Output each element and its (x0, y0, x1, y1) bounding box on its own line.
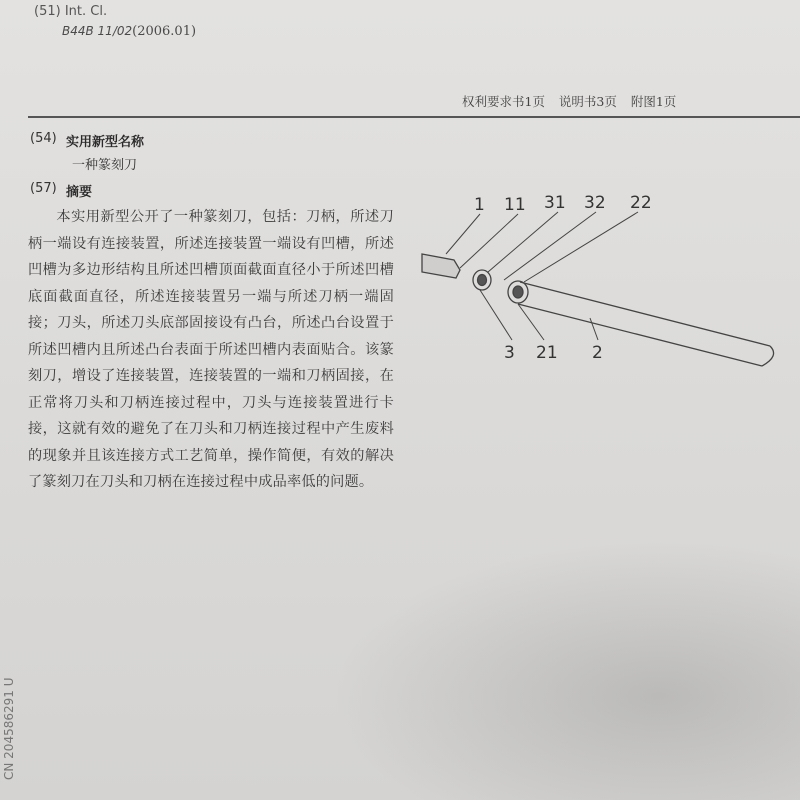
header-rule (28, 116, 800, 118)
figure-label-bottom-1: 21 (536, 343, 558, 363)
figure-label-top-2: 31 (544, 193, 566, 213)
title-section-label: 实用新型名称 (66, 135, 145, 150)
intcl-date: (2006.01) (132, 24, 197, 39)
handle-end-hole (513, 286, 523, 298)
abstract-section-label: 摘要 (66, 185, 93, 200)
figure-label-top-4: 22 (630, 193, 652, 213)
abstract-figure (408, 188, 800, 380)
intcl-label: (51) Int. Cl. (34, 4, 108, 19)
abstract-section-number: (57) (30, 181, 57, 196)
page-counts: 权利要求书1页 说明书3页 附图1页 (462, 94, 677, 109)
figure-label-bottom-2: 2 (592, 343, 603, 363)
photo-shadow (330, 540, 800, 800)
utility-model-name: 一种篆刻刀 (72, 158, 138, 173)
figure-label-top-3: 32 (584, 193, 606, 213)
engraving-knife-drawing (408, 188, 800, 380)
title-section-number: (54) (30, 131, 57, 146)
abstract-body (28, 204, 394, 496)
figure-label-top-0: 1 (474, 195, 485, 215)
abstract-text: 本实用新型公开了一种篆刻刀，包括：刀柄，所述刀柄一端设有连接装置，所述连接装置一端设有凹槽，所述凹槽为多边形结构且所述凹槽顶面截面直径小于所述凹槽底面截面直径，所述连接装置另一端与所述刀柄一端固接；刀头，所述刀头底部固接设有凸台，所述凸台设置于所述凹槽内且所述凸台表面于所述凹槽内表面贴合。该篆刻刀，增设了连接装置，连接装置的一端和刀柄固接，在正常将刀头和刀柄连接过程中，刀头与连接装置进行卡接，这就有效的避免了在刀头和刀柄连接过程中产生废料的现象并且该连接方式工艺简单，操作简便，有效的解决了篆刻刀在刀头和刀柄在连接过程中成品率低的问题。 (28, 209, 394, 490)
intcl-code: B44B 11/02 (62, 24, 133, 38)
figure-label-bottom-0: 3 (504, 343, 515, 363)
blade-tip-part (422, 254, 460, 278)
connector-hole (478, 275, 487, 286)
intcl-classification (62, 24, 196, 39)
publication-number-vertical: CN 204586291 U (2, 677, 16, 780)
figure-label-top-1: 11 (504, 195, 526, 215)
handle-end-cap (762, 346, 774, 366)
